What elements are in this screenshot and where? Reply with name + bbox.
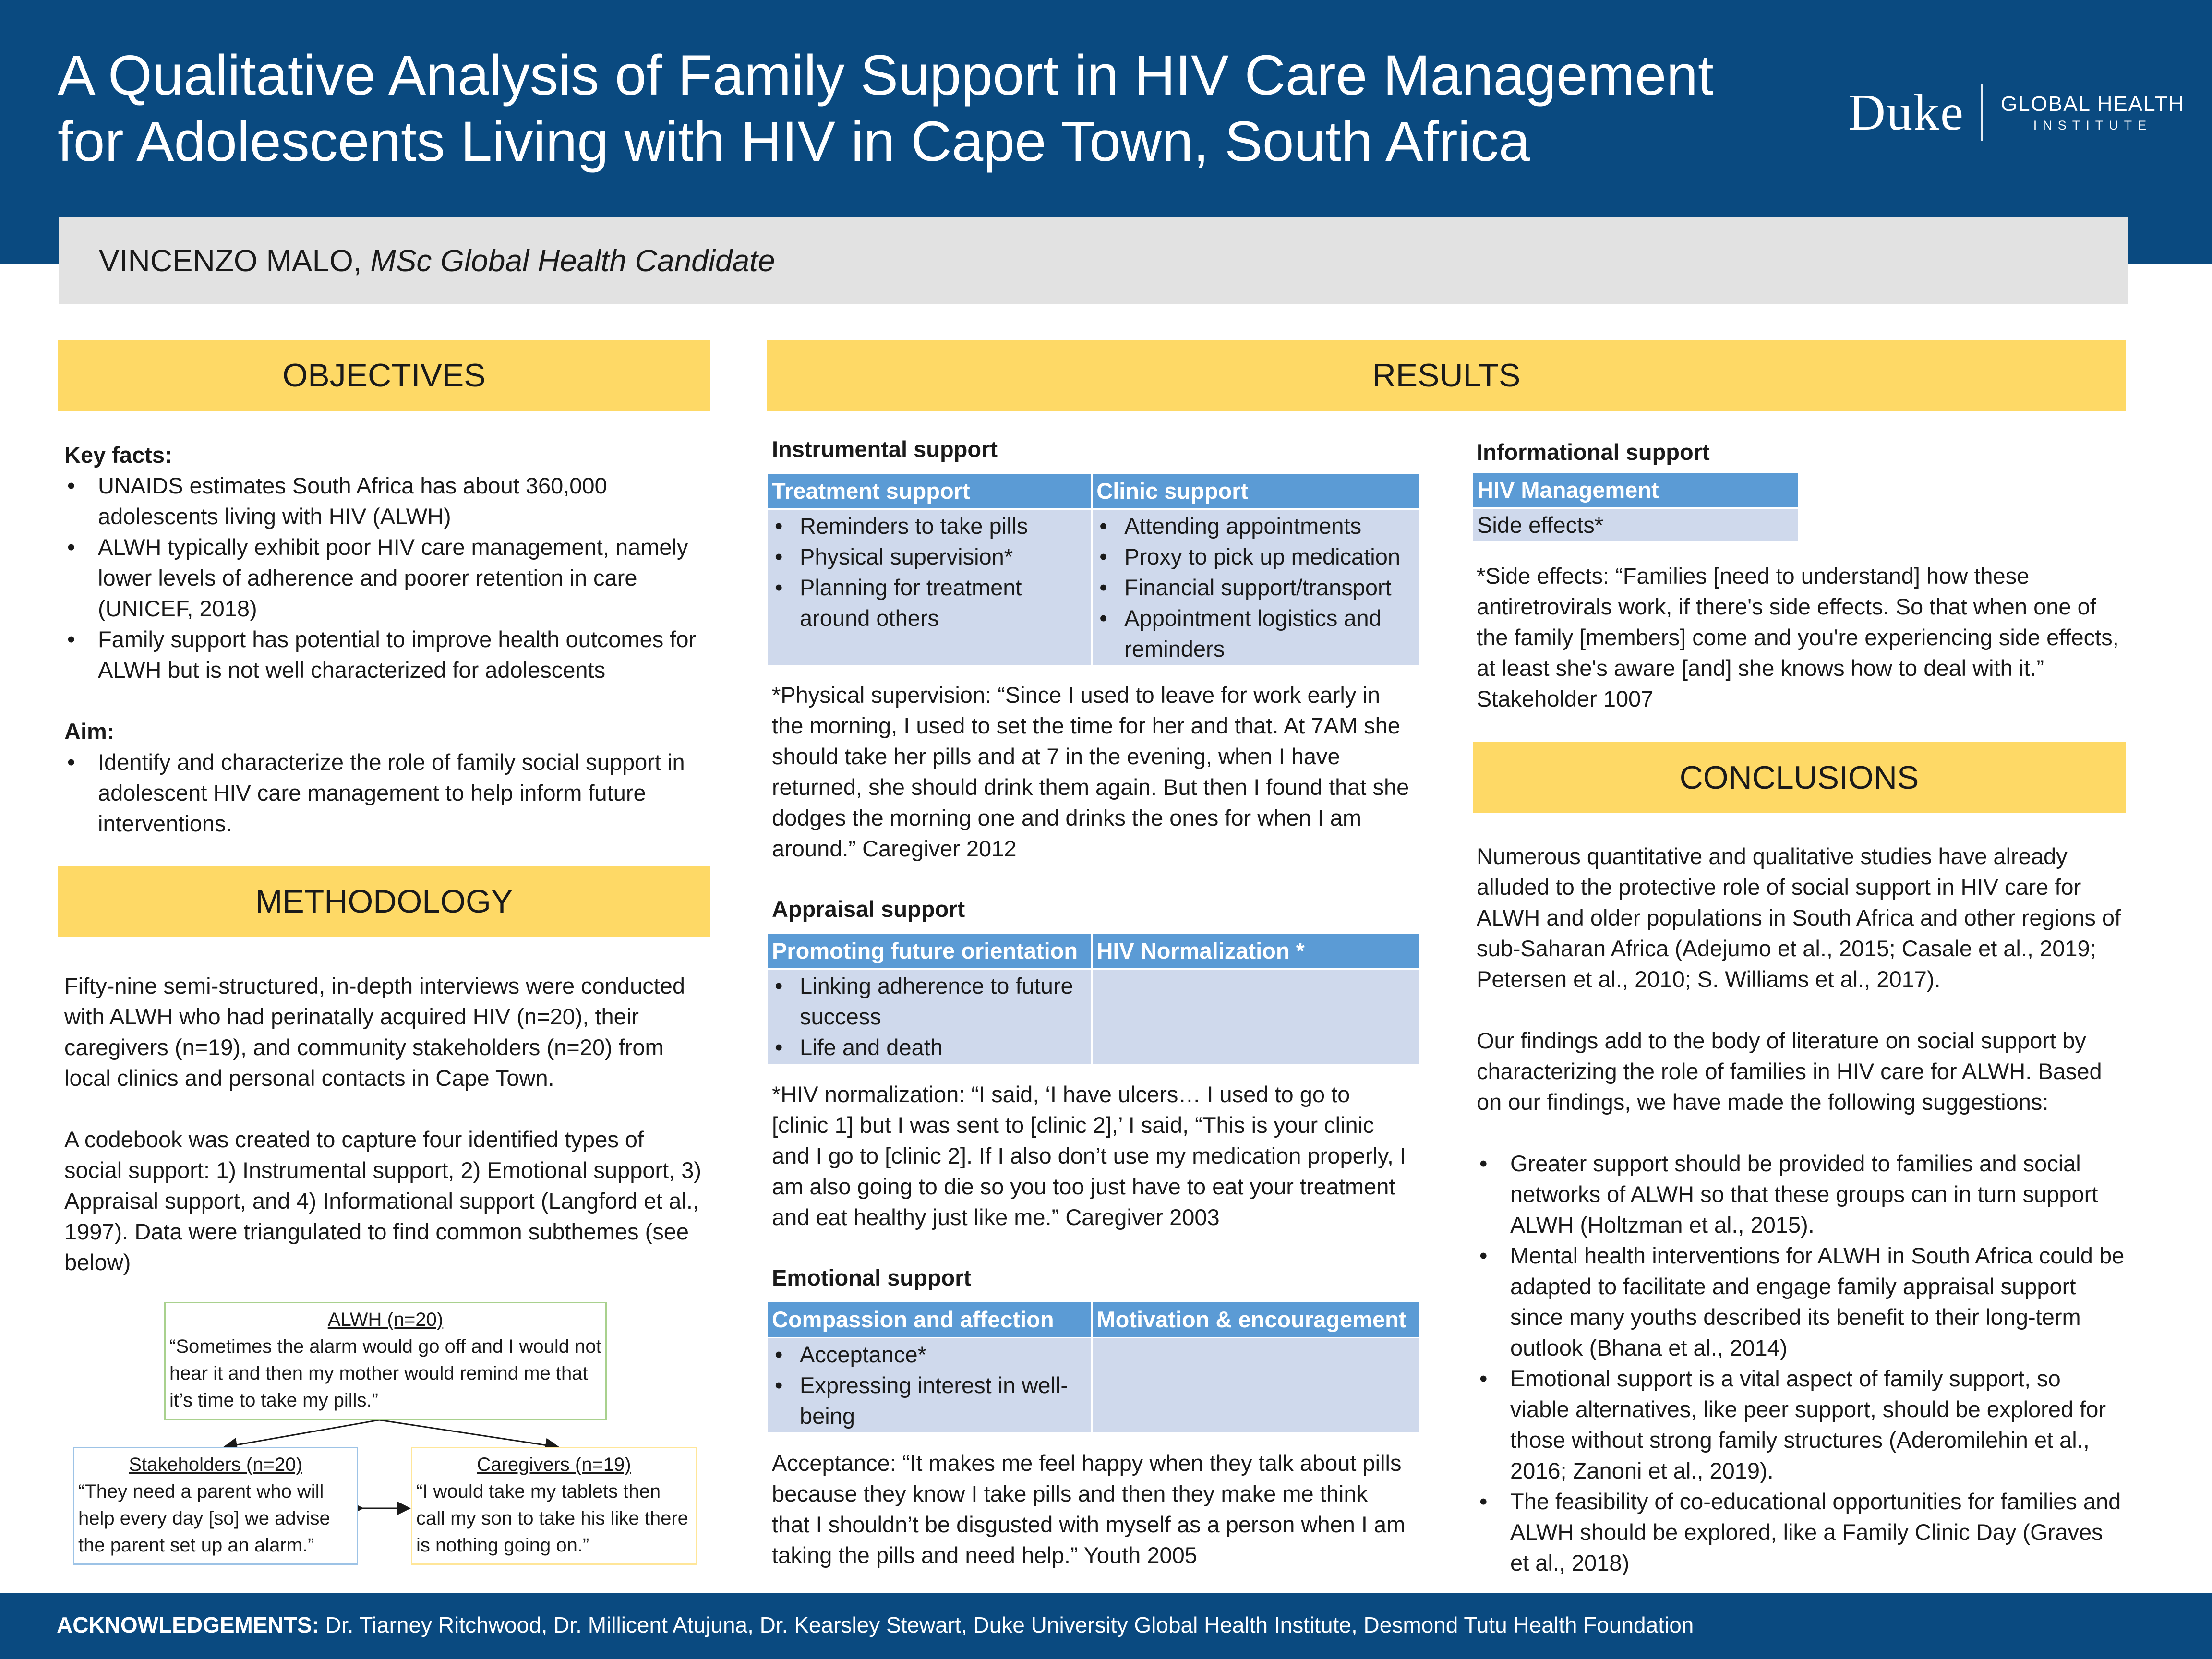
- table-header: Treatment support: [768, 473, 1092, 509]
- table-header: Clinic support: [1092, 473, 1420, 509]
- table-cell: [1092, 509, 1420, 666]
- logo-duke: Duke: [1848, 84, 1964, 141]
- stakeholders-quote: “They need a parent who will help every day [so] we advise the parent set up an alarm.”: [78, 1481, 330, 1556]
- list-item: • Expressing interest in well-being: [772, 1370, 1087, 1431]
- conclusions-list: [1477, 1148, 2125, 1578]
- aim-label: Aim:: [64, 719, 115, 744]
- table-cell: [1092, 1338, 1420, 1433]
- instrumental-quote: *Physical supervision: “Since I used to leave for work early in the morning, I used to set the time for her and that. At 7AM she should take her pills and at 7 in the evening, when I have returned, she should drink them again. But then I found that she dodges the morning one and drinks the ones for when I am around.” Caregiver 2012: [772, 682, 1409, 861]
- instrumental-table: [767, 472, 1420, 667]
- instrumental-label: Instrumental support: [772, 436, 998, 462]
- stakeholders-title: Stakeholders (n=20): [129, 1454, 302, 1475]
- table-cell: Side effects*: [1473, 508, 1799, 542]
- caregivers-title: Caregivers (n=19): [477, 1454, 631, 1475]
- alwh-title: ALWH (n=20): [327, 1309, 444, 1330]
- arrow-alwh-caregivers: [379, 1420, 557, 1447]
- results-heading: RESULTS: [767, 340, 2126, 411]
- table-header: HIV Normalization *: [1092, 933, 1420, 969]
- list-item: • Family support has potential to improve health outcomes for ALWH but is not well characterized for adolescents: [64, 624, 708, 685]
- table-header: Compassion and affection: [768, 1302, 1092, 1338]
- table-header: Promoting future orientation: [768, 933, 1092, 969]
- emotional-quote: Acceptance: “It makes me feel happy when they talk about pills because they know I take pills and then they make me think that I shouldn’t be disgusted with myself as a person when I am taking the pills and need help.” Youth 2005: [772, 1450, 1406, 1568]
- acknowledgements-text: Dr. Tiarney Ritchwood, Dr. Millicent Atujuna, Dr. Kearsley Stewart, Duke University Global Health Institute, Desmond Tutu Health Foundation: [325, 1612, 1694, 1637]
- informational-table: [1472, 471, 1799, 543]
- appraisal-label: Appraisal support: [772, 896, 965, 922]
- emotional-table: [767, 1301, 1420, 1434]
- emotional-label: Emotional support: [772, 1265, 972, 1290]
- list-item: • Physical supervision*: [772, 541, 1087, 572]
- methodology-heading: METHODOLOGY: [58, 866, 710, 937]
- acknowledgements-label: ACKNOWLEDGEMENTS:: [57, 1612, 319, 1637]
- table-header: HIV Management: [1473, 472, 1799, 508]
- alwh-quote-box: [164, 1302, 607, 1420]
- methodology-para-2: A codebook was created to capture four identified types of social support: 1) Instrumental support, 2) Emotional support, 3) Appraisal support, and 4) Informational support (Langford et al., 1997). Data were triangulated to find common subthemes (see below): [64, 1127, 702, 1275]
- list-item: • Life and death: [772, 1032, 1087, 1063]
- key-facts-label: Key facts:: [64, 442, 172, 468]
- title-line-1: A Qualitative Analysis of Family Support in HIV Care Management: [58, 44, 1714, 107]
- list-item: • Linking adherence to future success: [772, 971, 1087, 1032]
- logo-line-2: INSTITUTE: [2033, 118, 2152, 132]
- appraisal-quote: *HIV normalization: “I said, ‘I have ulcers… I used to go to [clinic 1] but I was sent to [clinic 2],’ I said, “This is your clinic and I go to [clinic 2]. If I also don’t use my medication properly, I am also going to die so you too just have to eat your treatment and eat healthy just like me.” Caregiver 2003: [772, 1082, 1407, 1230]
- conclusions-para-1: Numerous quantitative and qualitative studies have already alluded to the protective role of social support in HIV care for ALWH and older populations in South Africa and other regions of sub-Saharan Africa (Adejumo et al., 2015; Casale et al., 2019; Petersen et al., 2010; S. Williams et al., 2017).: [1477, 843, 2121, 992]
- objectives-heading: OBJECTIVES: [58, 340, 710, 411]
- list-item: • Acceptance*: [772, 1339, 1087, 1370]
- table-cell: [1092, 969, 1420, 1065]
- logo-line-1: GLOBAL HEALTH: [2000, 92, 2185, 116]
- methodology-para-1: Fifty-nine semi-structured, in-depth interviews were conducted with ALWH who had perinatally acquired HIV (n=20), their caregivers (n=19), and community stakeholders (n=20) from local clinics and personal contacts in Cape Town.: [64, 973, 685, 1091]
- list-item: • Emotional support is a vital aspect of family support, so viable alternatives, like peer support, should be explored for those without strong family structures (Aderomilehin et al., 2016; Zanoni et al., 2019).: [1477, 1363, 2125, 1486]
- list-item: • Greater support should be provided to families and social networks of ALWH so that these groups can in turn support ALWH (Holtzman et al., 2015).: [1477, 1148, 2125, 1240]
- conclusions-body: [1477, 841, 2125, 1578]
- appraisal-table: [767, 932, 1420, 1065]
- table-cell: [768, 1338, 1092, 1433]
- acknowledgements: [57, 1612, 1694, 1638]
- list-item: • The feasibility of co-educational opportunities for families and ALWH should be explored, like a Family Clinic Day (Graves et al., 2018): [1477, 1486, 2125, 1578]
- table-cell: [768, 969, 1092, 1065]
- informational-label: Informational support: [1477, 439, 1710, 465]
- caregivers-quote: “I would take my tablets then call my son to take his like there is nothing going on.”: [416, 1481, 688, 1556]
- list-item: • Planning for treatment around others: [772, 572, 1087, 634]
- list-item: • Mental health interventions for ALWH in South Africa could be adapted to facilitate and engage family appraisal support since many youths described its benefit to their long-term outlook (Bhana et al., 2014): [1477, 1240, 2125, 1363]
- conclusions-heading: CONCLUSIONS: [1473, 742, 2126, 813]
- caregivers-quote-box: [411, 1447, 697, 1565]
- list-item: • Financial support/transport: [1096, 572, 1415, 603]
- alwh-quote: “Sometimes the alarm would go off and I would not hear it and then my mother would remind me that it’s time to take my pills.”: [169, 1336, 601, 1411]
- list-item: • Reminders to take pills: [772, 511, 1087, 541]
- list-item: • Attending appointments: [1096, 511, 1415, 541]
- title-line-2: for Adolescents Living with HIV in Cape Town, South Africa: [58, 110, 1530, 173]
- conclusions-para-2: Our findings add to the body of literature on social support by characterizing the role of families in HIV care for ALWH. Based on our findings, we have made the following suggestions:: [1477, 1028, 2102, 1115]
- list-item: • Appointment logistics and reminders: [1096, 603, 1415, 664]
- table-header: Motivation & encouragement: [1092, 1302, 1420, 1338]
- author-role: MSc Global Health Candidate: [370, 243, 775, 278]
- list-item: • Identify and characterize the role of family social support in adolescent HIV care management to help inform future interventions.: [64, 747, 708, 839]
- table-cell: [768, 509, 1092, 666]
- arrow-alwh-stakeholders: [226, 1420, 379, 1447]
- list-item: • UNAIDS estimates South Africa has about 360,000 adolescents living with HIV (ALWH): [64, 470, 708, 532]
- informational-quote: *Side effects: “Families [need to understand] how these antiretrovirals work, if there's side effects. So that when one of the family [members] come and you're experiencing side effects, at least she's aware [and] she knows how to deal with it.” Stakeholder 1007: [1477, 563, 2119, 711]
- author-name: VINCENZO MALO,: [99, 243, 362, 278]
- stakeholders-quote-box: [73, 1447, 358, 1565]
- list-item: • ALWH typically exhibit poor HIV care management, namely lower levels of adherence and poorer retention in care (UNICEF, 2018): [64, 532, 708, 624]
- list-item: • Proxy to pick up medication: [1096, 541, 1415, 572]
